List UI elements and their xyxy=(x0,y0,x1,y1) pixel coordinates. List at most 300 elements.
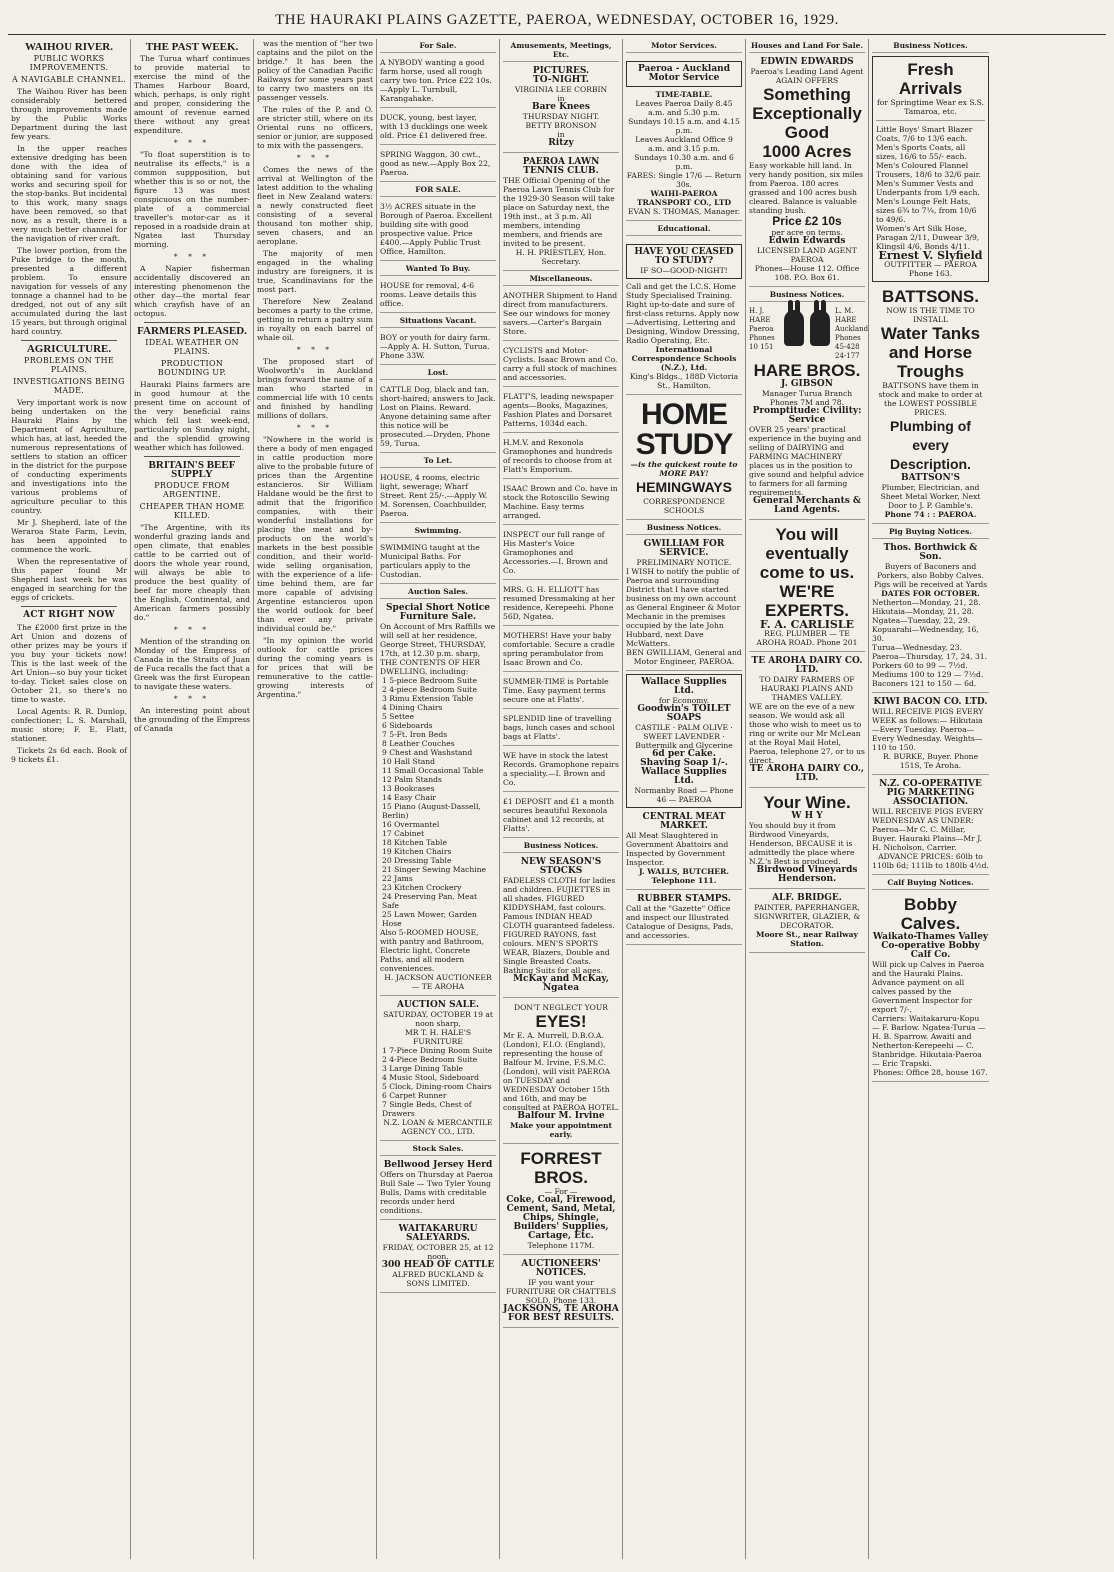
classified-ad: DUCK, young, best layer, with 13 ducklings one week old. Price £1 delivered free. xyxy=(380,111,496,145)
article-paragraph: Mention of the stranding on Monday of the Empress of Canada in the Straits of Juan de Fuca recalls the fact that a Greek was the first European to navigate these waters. xyxy=(134,637,250,691)
kiwi-title: KIWI BACON CO. LTD. xyxy=(873,697,988,707)
category-for-sale: For Sale. xyxy=(380,41,496,53)
bridge-address: Moore St., near Railway Station. xyxy=(756,930,858,948)
article-paragraph: The Turua wharf continues to provide material to exercise the mind of the Thames Harbour Board, which, perhaps, is only right and proper, considering the amount of revenue earned there without any great expenditure. xyxy=(134,54,250,135)
article-paragraph: "Nowhere in the world is there a body of men engaged in cattle production more alive to the probable future of prices than the Argentine estancieros. Sir William Haldane would be the first to admit that the frigorifico companies, with their wonderful installations for placing the meat and by-products on the world's markets in the best possible condition, and their world-wide selling organisation, with the experience of a life-time behind them, are far more capable of advising Argentine estancieros upon the world outlook for beef than ever any private individual could be." xyxy=(257,435,373,633)
fares: FARES: Single 17/6 — Return 30s. xyxy=(626,171,742,189)
category-business: Business Notices. xyxy=(503,841,619,853)
bridge-ad xyxy=(749,892,865,953)
classified-ad: CATTLE Dog, black and tan, short-haired; answers to Jack. Lost on Plains. Reward. Anyone detaining same after this notice will be prosecuted.—Dryden, Phone 59, Turua. xyxy=(380,383,496,453)
divider xyxy=(144,456,240,457)
home-study-title: HOME STUDY xyxy=(635,398,733,461)
article-paragraph: "To float superstition is to neutralise its effects," is a common suppposition, but whether this is so or not, the figure 13 was most conspicuous on the number-plate of a commercial traveller's motor-car as it reposed in a roadside drain at Ngatea last Thursday morning. xyxy=(134,150,250,249)
article-paragraph: The Waihou River has been considerably bettered through improvements made by the Public Works Department during the last few years. xyxy=(11,87,127,141)
hare-ad xyxy=(749,305,869,520)
auction-item: 10 Hall Stand xyxy=(382,757,436,766)
date-row: Netherton—Monday, 21, 28. xyxy=(872,598,981,607)
agent-sub-2: LICENSED LAND AGENT PAEROA xyxy=(757,246,857,264)
gwilliam-signature: BEN GWILLIAM, General and Motor Engineer, PAEROA. xyxy=(626,648,742,666)
date-row: Paeroa—Thursday, 17, 24, 31. xyxy=(872,652,988,661)
film-title: Bare Knees xyxy=(532,102,590,112)
auction-title: Special Short Notice Furniture Sale. xyxy=(386,603,490,622)
meat-body: All Meat Slaughtered in Government Abattoirs and Inspected by Government Inspector. xyxy=(626,831,729,867)
dairy-title: TE AROHA DAIRY CO. LTD. xyxy=(751,656,863,675)
subhead: PRODUCE FROM ARGENTINE. xyxy=(154,481,230,499)
auction-item: 1 5-piece Bedroom Suite xyxy=(382,676,477,685)
bridge-name: ALF. BRIDGE. xyxy=(772,893,842,903)
category-calf: Calf Buying Notices. xyxy=(872,878,989,890)
timetable-row: Sundays 10.15 a.m. and 4.15 p.m. xyxy=(628,117,740,135)
borthwick-ad xyxy=(872,542,989,693)
auction-item: 25 Lawn Mower, Garden Hose xyxy=(382,910,477,928)
soap-price: 6d per Cake. xyxy=(652,749,716,759)
wallace-title-2: Wallace Supplies Ltd. xyxy=(641,767,727,786)
meat-title: CENTRAL MEAT MARKET. xyxy=(642,812,726,831)
misc-ad: MRS. G. H. ELLIOTT has resumed Dressmaking at her residence, Kerepeehi. Phone 56D, Ngatea. xyxy=(503,583,619,626)
auction-item: 13 Bookcases xyxy=(382,784,435,793)
battsons-now: NOW IS THE TIME TO INSTALL xyxy=(886,306,975,324)
agent-sub: Paeroa's Leading Land Agent AGAIN OFFERS xyxy=(750,67,864,85)
misc-ad: H.M.V. and Rexonola Gramophones and hundreds of records to choose from at Flatt's Emporium. xyxy=(503,436,619,479)
forrest-title: FORREST BROS. xyxy=(520,1149,602,1187)
auction-item: 8 Leather Couches xyxy=(382,739,455,748)
shave-price: Shaving Soap 1/-. xyxy=(640,758,728,768)
misc-ad: WE have in stock the latest Records. Gramophone repairs a speciality.—I. Brown and Co. xyxy=(503,749,619,792)
auctioneers-ad xyxy=(503,1258,619,1328)
hare-motto: Promptitude: Civility: Service xyxy=(752,406,862,425)
stock-date: FRIDAY, OCTOBER 25, at 12 noon. xyxy=(382,1243,494,1261)
soap-title: Goodwin's TOILET SOAPS xyxy=(637,704,731,723)
classified-ad: HOUSE, 4 rooms, electric light, sewerage; Wharf Street. Rent 25/-.—Apply W. M. Sorensen, Coachbuilder, Paeroa. xyxy=(380,471,496,523)
article-paragraph: was the mention of "her two captains and the pilot on the bridge." It has been the policy of the Canadian Pacific Railways for some years past to carry two masters on its passenger vessels. xyxy=(257,39,373,102)
auction-item: 12 Palm Stands xyxy=(382,775,442,784)
pictures-title: PICTURES. xyxy=(532,66,590,76)
article-paragraph: Comes the news of the arrival at Wellington of the latest addition to the whaling fleet in New Zealand waters: a newly constructed fleet consisting of a several thousand ton mother ship, seven chasers, and an aeroplane. xyxy=(257,165,373,246)
headline-agriculture: AGRICULTURE. xyxy=(26,343,112,355)
eyes-body: Mr E. A. Murrell, D.B.O.A. (London), F.I.O. (England), representing the house of Balfour M. Irvine, F.S.M.C. (London), will visit PAEROA on TUESDAY and WEDNESDAY October 15th and 16th, and may be consulted at PAEROA HOTEL. xyxy=(503,1031,619,1112)
category-for-sale: FOR SALE. xyxy=(380,185,496,197)
separator-stars: * * * xyxy=(173,252,211,261)
fresh-item: Men's Lounge Felt Hats, sizes 6¾ to 7¼, from 10/6 to 49/6. xyxy=(876,197,977,224)
stocks-firm: McKay and McKay, Ngatea xyxy=(513,974,609,993)
classified-ad: BOY or youth for dairy farm.—Apply A. H. Sutton, Turua. Phone 33W. xyxy=(380,331,496,365)
thursday: THURSDAY NIGHT. xyxy=(522,112,600,121)
auction-item: 5 Clock, Dining-room Chairs xyxy=(382,1082,492,1091)
separator-stars: * * * xyxy=(173,138,211,147)
subhead: PROBLEMS ON THE PLAINS. xyxy=(24,356,114,374)
eyes-pre: DON'T NEGLECT YOUR xyxy=(513,1003,608,1012)
tennis-signature: H. H. PRIESTLEY, Hon. Secretary. xyxy=(515,248,607,266)
film-star: BETTY BRONSON xyxy=(525,121,597,130)
hare-body: OVER 25 years' practical experience in the buying and selling of DAIRYING and FARMING MACHINERY places us in the position to give sound and helpful advice to farmers for all farming requirements. xyxy=(749,425,864,497)
stock-title: Bellwood Jersey Herd xyxy=(383,1160,493,1170)
column-4 xyxy=(377,39,500,1559)
separator-stars: * * * xyxy=(173,625,211,634)
category-educational: Educational. xyxy=(626,224,742,236)
home-study-ad xyxy=(626,398,742,520)
article-paragraph: Mr J. Shepherd, late of the Weraroa State Farm, Levin, has been appointed to commence the work. xyxy=(11,518,127,554)
subhead: CHEAPER THAN HOME KILLED. xyxy=(139,502,245,520)
headline-beef-supply: BRITAIN'S BEEF SUPPLY xyxy=(148,459,236,480)
gibson-sub: Manager Turua Branch Phones 7M and 78. xyxy=(761,389,853,407)
timetable-row: Sundays 10.30 a.m. and 6 p.m. xyxy=(634,153,734,171)
transport-manager: EVAN S. THOMAS, Manager. xyxy=(627,207,741,216)
motor-service-title: Paeroa - Auckland Motor Service xyxy=(638,64,730,83)
battsons-phone: Phone 74 : : PAEROA. xyxy=(884,510,977,519)
auction-item: 7 5-Ft. Iron Beds xyxy=(382,730,448,739)
category-business: Business Notices. xyxy=(626,523,742,535)
column-6 xyxy=(623,39,746,1559)
dairy-to: TO DAIRY FARMERS OF HAURAKI PLAINS AND THAMES VALLEY. xyxy=(759,675,855,702)
fresh-item: Women's Art Silk Hose, Paragan 2/11, Duwear 3/9, Klingsil 4/6, Bonds 4/11. xyxy=(876,224,980,251)
battsons-ad xyxy=(872,285,989,524)
battsons-2-sub: Plumber, Electrician, and Sheet Metal Worker, Next Door to J. P. Gamble's. xyxy=(880,483,981,510)
plumbing-title: Plumbing of every Description. xyxy=(890,418,971,472)
columns xyxy=(8,39,1106,1559)
auction-ad-hale xyxy=(380,999,496,1141)
eventually-title: You will eventually come to us. xyxy=(759,525,855,582)
auction-body: On Account of Mrs Raffills we will sell at her residence, George Street, THURSDAY, 17th, at 12.30 p.m. sharp, THE CONTENTS OF HER DWELLING, including: xyxy=(380,622,496,676)
bobby-calves-ad xyxy=(872,893,989,1082)
wallace-ad xyxy=(626,674,742,808)
dairy-title-2: TE AROHA DAIRY CO., LTD. xyxy=(749,764,865,783)
classified-ad: SPRING Waggon, 30 cwt., good as new.—Apply Box 22, Paeroa. xyxy=(380,148,496,182)
film-in: in xyxy=(557,130,565,139)
article-paragraph: In the upper reaches extensive dredging has been done with the idea of obtaining sand for various works and securing spoil for the stop-banks. But incidental to this work, many snags have been removed, so that now, as a result, there is a very much better channel for the navigation of river craft. xyxy=(11,144,127,243)
forrest-items: Coke, Coal, Firewood, Cement, Sand, Metal, Chips, Shingle, Builders' Supplies, Cartage, Etc. xyxy=(506,1195,616,1241)
eyes-cta: Make your appointment early. xyxy=(509,1121,613,1139)
column-2 xyxy=(131,39,254,1559)
article-paragraph: The rules of the P. and O. are stricter still, where on its Oriental runs no officers, senior or junior, are supposed to mix with the passengers. xyxy=(257,105,373,150)
carriers: Carriers: Waitakaruru-Kopu — F. Barlow. Ngatea-Turua — H. B. Sparrow. Awaiti and Netherton-Kerepeehi — C. Stanbridge. Hikutaia-Paeroa — Eric Trapski. xyxy=(872,1014,986,1068)
category-swimming: Swimming. xyxy=(380,526,496,538)
subhead: PUBLIC WORKS IMPROVEMENTS. xyxy=(29,54,109,72)
article-paragraph: The lower portion, from the Puke bridge to the mouth, presented a different problem. To ensure navigation for vessels of any tonnage a channel had to be dredged, not out of any silt accumulated during the last 15 years, but through original hard country. xyxy=(11,246,127,336)
nzco-body: WILL RECEIVE PIGS EVERY WEDNESDAY AS UNDER: Paeroa—Mr C. C. Millar, Buyer. Hauraki Plains—Mr J. H. Nicholson, Carrier. xyxy=(872,807,984,852)
home-study-tagline: —is the quickest route to MORE PAY! xyxy=(630,460,738,478)
auction-item: 21 Singer Sewing Machine xyxy=(382,865,487,874)
soap-list: CASTILE · PALM OLIVE · SWEET LAVENDER · Buttermilk and Glycerine xyxy=(635,723,733,750)
misc-ad: ANOTHER Shipment to Hand direct from manufacturers. See our windows for money savers.—Carter's Bargain Store. xyxy=(503,289,619,341)
advance-prices: ADVANCE PRICES: 60lb to 110lb 6d; 111lb to 180lb 4½d. xyxy=(872,852,989,870)
headline-farmers-pleased: FARMERS PLEASED. xyxy=(137,325,247,337)
stocks-title: NEW SEASON'S STOCKS xyxy=(520,857,602,876)
gibson: J. GIBSON xyxy=(781,379,833,389)
eyes-ad xyxy=(503,1001,619,1144)
category-stock: Stock Sales. xyxy=(380,1144,496,1156)
auction-item: 19 Kitchen Chairs xyxy=(382,847,452,856)
auction-title: AUCTION SALE. xyxy=(397,1000,479,1010)
hemingways-logo: HEMINGWAYS xyxy=(636,479,732,495)
stock-body: Offers on Thursday at Paeroa Bull Sale — Two Tyler Young Bulls, Dams with creditable records under herd conditions. xyxy=(380,1170,493,1215)
fresh-item: Men's Coloured Flannel Trousers, 18/6 to 32/6 pair. xyxy=(876,161,981,179)
wtv-phones: Phones: Office 28, house 167. xyxy=(873,1068,988,1077)
auction-item-list xyxy=(380,676,496,928)
study-answer: IF SO—GOOD-NIGHT! xyxy=(640,266,728,275)
meat-ad xyxy=(626,811,742,890)
kiwi-bacon-ad xyxy=(872,696,989,775)
ics-name: International Correspondence Schools (N.Z.), Ltd. xyxy=(631,345,737,372)
price-terms: per acre on terms. xyxy=(771,228,843,237)
stocks-ad xyxy=(503,856,619,998)
subhead: IDEAL WEATHER ON PLAINS. xyxy=(145,338,239,356)
auction-item: 4 Dining Chairs xyxy=(382,703,443,712)
tonight: TO-NIGHT. xyxy=(533,75,589,85)
auction-item: 11 Small Occasional Table xyxy=(382,766,484,775)
agent-name: EDWIN EDWARDS xyxy=(760,57,854,67)
auction-item: 6 Sideboards xyxy=(382,721,433,730)
separator-stars: * * * xyxy=(296,345,334,354)
dates-title: DATES FOR OCTOBER. xyxy=(881,589,980,598)
date-row: Turua—Wednesday, 23. xyxy=(872,643,962,652)
offer-title: Something Exceptionally Good xyxy=(752,85,862,142)
auction-item: 15 Piano (August-Dassell, Berlin) xyxy=(382,802,481,820)
auction-item-list xyxy=(380,1046,496,1118)
auction-body: MR T. H. HALE'S FURNITURE xyxy=(404,1028,472,1046)
film-star: VIRGINIA LEE CORBIN xyxy=(514,85,608,94)
category-lost: Lost. xyxy=(380,368,496,380)
auction-date: SATURDAY, OCTOBER 19 at noon sharp, xyxy=(383,1010,493,1028)
column-1 xyxy=(8,39,131,1559)
hare-logo: HARE BROS. xyxy=(753,361,861,380)
article-paragraph: "In my opinion the world outlook for cattle prices during the coming years is for prices that will be remunerative to the cattle-growing interests of Argentina." xyxy=(257,636,373,699)
auction-item: 3 Rimu Extension Table xyxy=(382,694,474,703)
forrest-tel: Telephone 117M. xyxy=(527,1241,595,1250)
misc-ad: SPLENDID line of travelling bags, lunch cases and school bags at Flatts'. xyxy=(503,712,619,746)
wallace-title: Wallace Supplies Ltd. xyxy=(641,677,727,696)
category-auction: Auction Sales. xyxy=(380,587,496,599)
gwilliam-pre: PRELIMINARY NOTICE. xyxy=(636,558,732,567)
hare-right: L. M. HARE Auckland Phones 45-428 24-177 xyxy=(835,307,869,360)
fresh-item: Little Boys' Smart Blazer Coats, 7/6 to 13/6 each. xyxy=(876,125,973,143)
stamps-ad xyxy=(626,893,742,945)
auction-item: 9 Chest and Washstand xyxy=(382,748,473,757)
divider xyxy=(21,340,117,341)
misc-ad: CYCLISTS and Motor-Cyclists. Isaac Brown and Co. carry a full stock of machines and accessories. xyxy=(503,344,619,387)
category-misc: Miscellaneous. xyxy=(503,274,619,286)
misc-ad: £1 DEPOSIT and £1 a month secures beautiful Rexonola cabinet and 12 records, at Flatts'. xyxy=(503,795,619,838)
tennis-body: THE Official Opening of the Paeroa Lawn Tennis Club for the 1929-30 Season will take place on Saturday next, the 19th inst., at 3 p.m. All members, intending members, and friends are invited to be present. xyxy=(503,176,615,248)
divider xyxy=(144,322,240,323)
date-row: Kopuarahi—Wednesday, 16, 30. xyxy=(872,625,979,643)
wallace-sub: for Economy. xyxy=(658,696,710,705)
gwilliam-title: GWILLIAM FOR SERVICE. xyxy=(643,539,725,558)
article-paragraph: Very important work is now being undertaken on the Hauraki Plains by the Department of Agriculture, which has, at last, heeded the numerous representations of settlers to station an officer in the district for the purpose of conducting experiments and investigations into the various problems of agriculture peculiar to this country. xyxy=(11,398,127,515)
category-amusements: Amusements, Meetings, Etc. xyxy=(503,41,619,62)
forrest-for: — For — xyxy=(544,1187,578,1196)
wine-why: W H Y xyxy=(791,811,823,821)
subhead: A NAVIGABLE CHANNEL. xyxy=(12,75,126,84)
stock-ad-bellwood xyxy=(380,1159,496,1220)
classified-ad: SWIMMING taught at the Municipal Baths. For particulars apply to the Custodian. xyxy=(380,541,496,584)
subhead: INVESTIGATIONS BEING MADE. xyxy=(13,377,125,395)
category-to-let: To Let. xyxy=(380,456,496,468)
category-pig: Pig Buying Notices. xyxy=(872,527,989,539)
subhead: PRODUCTION BOUNDING UP. xyxy=(157,359,227,377)
misc-ad: ISAAC Brown and Co. have in stock the Rotoscillo Sewing Machine. Easy terms arranged. xyxy=(503,482,619,525)
wallace-address: Normanby Road — Phone 46 — PAEROA xyxy=(634,786,734,804)
headline-waihou: WAIHOU RIVER. xyxy=(24,41,113,53)
misc-ad: FLATT'S, leading newspaper agents—Books, Magazines, Fashion Plates and Dorsaret Patterns, 1034d each. xyxy=(503,390,619,433)
timetable-row: Leaves Paeroa Daily 8.45 a.m. and 5.30 p.m. xyxy=(635,99,733,117)
auction-item: 6 Carpet Runner xyxy=(382,1091,447,1100)
masthead: THE HAURAKI PLAINS GAZETTE, PAEROA, WEDNESDAY, OCTOBER 16, 1929. xyxy=(8,6,1106,35)
auction-ad-raffills xyxy=(380,602,496,996)
auction-item: 18 Kitchen Table xyxy=(382,838,447,847)
auction-item: 24 Preserving Pan, Meat Safe xyxy=(382,892,478,910)
bridge-sub: PAINTER, PAPERHANGER, SIGNWRITER, GLAZIER, & DECORATOR. xyxy=(753,903,861,930)
auction-item: 23 Kitchen Crockery xyxy=(382,883,462,892)
tanks-title: Water Tanks and Horse Troughs xyxy=(880,324,981,381)
separator-stars: * * * xyxy=(173,694,211,703)
pictures-ad xyxy=(503,65,619,153)
divider xyxy=(21,606,117,607)
auction-item: 4 Music Stool, Sideboard xyxy=(382,1073,479,1082)
stock-agent: ALFRED BUCKLAND & SONS LIMITED. xyxy=(392,1270,484,1288)
hare-header xyxy=(749,307,869,361)
article-paragraph: The proposed start of Woolworth's in Auckland brings forward the name of a man who started in commercial life with 10 cents and finished by handling millions of dollars. xyxy=(257,357,373,420)
headline-act-right-now: ACT RIGHT NOW xyxy=(23,610,115,620)
fresh-sub: for Springtime Wear ex S.S. Tamaroa, etc. xyxy=(876,98,985,116)
category-wanted: Wanted To Buy. xyxy=(380,264,496,276)
article-paragraph: Local Agents: R. R. Dunlop, confectioner; L. S. Marshall, music store; F. E. Flatt, stationer. xyxy=(11,707,127,743)
classified-ad: A NYBODY wanting a good farm horse, used all rough carry two ton. Price £22 10s.—Apply L. Turnbull, Karangahake. xyxy=(380,56,496,108)
fresh-item: Men's Sports Coats, all sizes, 16/6 to 55/- each. xyxy=(876,143,967,161)
carlisle-sub: REG. PLUMBER — TE AROHA ROAD. Phone 201 xyxy=(756,629,858,647)
auct-body: IF you want your FURNITURE OR CHATTELS SOLD, Phone 133. xyxy=(505,1278,617,1305)
tanks-body: BATTSONS have them in stock and make to order at the LOWEST POSSIBLE PRICES. xyxy=(878,381,983,417)
fresh-arrivals-ad xyxy=(872,56,989,282)
stock-title: WAITAKARURU SALEYARDS. xyxy=(398,1224,478,1243)
auct-firm: JACKSONS, TE AROHA FOR BEST RESULTS. xyxy=(503,1304,619,1323)
kiwi-signature: R. BURKE, Buyer. Phone 151S, Te Aroha. xyxy=(882,752,979,770)
auction-agent: H. JACKSON AUCTIONEER — TE AROHA xyxy=(384,973,492,991)
auction-also: Also 5-ROOMED HOUSE, with pantry and Bathroom, Electric light, Concrete Paths, and all modern conveniences. xyxy=(380,928,485,973)
eyes-firm: Balfour M. Irvine xyxy=(517,1111,605,1121)
article-paragraph: An interesting point about the grounding of the Empress of Canada xyxy=(134,706,250,733)
auction-item: 22 Jams xyxy=(382,874,413,883)
film-in: in xyxy=(557,94,565,103)
agent-name-2: Edwin Edwards xyxy=(768,236,846,246)
wine-body: You should buy it from Birdwood Vineyards, Henderson, BECAUSE it is admittedly the place where N.Z.'s Best is produced. xyxy=(749,821,855,866)
carlisle-name: F. A. CARLISLE xyxy=(760,618,854,631)
stocks-body: FADELESS CLOTH for ladies and children. FUJIETTES in all shades. FIGURED KIDDYSHAM, fast colours. Famous INDIAN HEAD CLOTH guaranteed fadeless. FIGURED RAYONS, fast colours. MEN'S SPORTS WEAR, Blazers, Double and Single Breasted Coats. Bathing Suits for all ages. xyxy=(503,876,616,975)
hare-left: H. J. HARE Paeroa Phones 10 151 xyxy=(749,307,775,351)
butcher: J. WALLS, BUTCHER. Telephone 111. xyxy=(638,867,730,885)
tennis-ad xyxy=(503,156,619,271)
article-paragraph: The majority of men engaged in the whaling industry are foreigners, it is true, Scandinavians for the most part. xyxy=(257,249,373,294)
column-5 xyxy=(500,39,623,1559)
film-title: Ritzy xyxy=(548,138,574,148)
study-question: HAVE YOU CEASED TO STUDY? xyxy=(634,247,734,266)
rabbit-icon xyxy=(784,310,830,358)
edwards-ad xyxy=(749,56,865,287)
article-paragraph: Tickets 2s 6d each. Book of 9 tickets £1. xyxy=(11,746,127,764)
kiwi-body: WILL RECEIVE PIGS EVERY WEEK as follows:— Hikutaia—Every Tuesday. Paeroa—Every Wednesday. Weights—110 to 150. xyxy=(872,707,984,752)
article-paragraph: A Napier fisherman accidentally discovered an interesting phenomenon the other day—the mortal fear which crayfish have of an octopus. xyxy=(134,264,250,318)
auction-item: 20 Dressing Table xyxy=(382,856,452,865)
transport-firm: WAIHI-PAEROA TRANSPORT CO., LTD xyxy=(636,189,732,207)
date-row: Ngatea—Tuesday, 22, 29. xyxy=(872,616,971,625)
classified-ad: 3½ ACRES situate in the Borough of Paeroa. Excellent building site with good prospective value. Price £400.—Apply Public Trust Office, Hamilton. xyxy=(380,200,496,261)
classified-ad: HOUSE for removal, 4-6 rooms. Leave details this office. xyxy=(380,279,496,313)
ics-ad xyxy=(626,239,742,395)
wine-ad xyxy=(749,791,865,889)
auction-item: 3 Large Dining Table xyxy=(382,1064,464,1073)
misc-ad: INSPECT our full range of His Master's Voice Gramophones and Accessories.—I. Brown and Co. xyxy=(503,528,619,580)
auction-item: 17 Cabinet xyxy=(382,829,425,838)
battsons-2: BATTSON'S xyxy=(901,473,960,483)
hare-general: General Merchants & Land Agents. xyxy=(752,496,862,515)
pig-prices: Porkers 60 to 99 — 7½d. Mediums 100 to 129 — 7½d. Baconers 121 to 150 — 6d. xyxy=(872,661,984,688)
gwilliam-body: I WISH to notify the public of Paeroa and surrounding District that I have started business on my own account as General Engineer & Motor Mechanic in the premises occupied by the late John Hubbard, next Dave McWatters. xyxy=(626,567,741,648)
auction-item: 2 4-Piece Bedroom Suite xyxy=(382,1055,478,1064)
battsons-title: BATTSONS. xyxy=(882,287,979,306)
motor-service-ad xyxy=(626,56,742,221)
date-row: Hikutaia—Monday, 21, 28. xyxy=(872,607,974,616)
timetable-title: TIME-TABLE. xyxy=(655,90,713,99)
category-houses-land: Houses and Land For Sale. xyxy=(749,41,865,53)
column-7 xyxy=(746,39,869,1559)
fresh-item: Men's Summer Vests and Underpants from 1/9 each. xyxy=(876,179,980,197)
auction-item: 2 4-piece Bedroom Suite xyxy=(382,685,477,694)
eyes-title: EYES! xyxy=(535,1012,587,1031)
article-paragraph: Hauraki Plains farmers are in good humour at the present time on account of the very beneficial rains which fell last week-end, particularly on Sunday night, and the splendid growing weather which has followed. xyxy=(134,380,250,452)
separator-stars: * * * xyxy=(296,423,334,432)
ics-address: King's Bldgs., 188D Victoria St., Hamilton. xyxy=(629,372,739,390)
motor-service-box xyxy=(626,61,742,87)
category-situations: Situations Vacant. xyxy=(380,316,496,328)
stamps-body: Call at the "Gazette" Office and inspect our Illustrated Catalogue of Designs, Pads, and accessories. xyxy=(626,904,734,940)
auction-item: 16 Overmantel xyxy=(382,820,440,829)
borthwick-sub: Buyers of Baconers and Porkers, also Bobby Calves. Pigs will be received at Yards xyxy=(873,562,988,589)
forrest-ad xyxy=(503,1147,619,1255)
misc-ad: MOTHERS! Have your baby comfortable. Secure a cradle spring perambulator from Isaac Brown and Co. xyxy=(503,629,619,672)
acres-body: Easy workable hill land. In very handy position, six miles from Paeroa. 180 acres grassed and 100 acres bush cleared. Balance is valuable standing bush. xyxy=(749,161,863,215)
auction-item: 14 Easy Chair xyxy=(382,793,437,802)
auction-item: 7 Single Beds, Chest of Drawers xyxy=(382,1100,472,1118)
category-business: Business Notices. xyxy=(749,290,865,302)
auction-item: 1 7-Piece Dining Room Suite xyxy=(382,1046,493,1055)
wine-firm: Birdwood Vineyards Henderson. xyxy=(756,865,858,884)
auction-agent: N.Z. LOAN & MERCANTILE AGENCY CO., LTD. xyxy=(383,1118,493,1136)
auct-title: AUCTIONEERS' NOTICES. xyxy=(521,1259,601,1278)
category-business: Business Notices. xyxy=(872,41,989,53)
stock-ad-waitakaruru xyxy=(380,1223,496,1293)
article-paragraph: "The Argentine, with its wonderful grazing lands and open climate, that enables cattle to be carried out of doors the whole year round, will always be able to produce the best quality of beef far more cheaply than the English, Continental, and American farmers possibly do." xyxy=(134,523,250,622)
stamps-title: RUBBER STAMPS. xyxy=(637,894,731,904)
category-motor: Motor Services. xyxy=(626,41,742,53)
study-body: Call and get the I.C.S. Home Study Specialised Training. Right up-to-date and sure of first-class returns. Apply now—Advertising, Lettering and Designing, Window Dressing, Radio Operating, Etc. xyxy=(626,282,740,345)
column-8 xyxy=(869,39,992,1559)
wtv-name: Waikato-Thames Valley Co-operative Bobby Calf Co. xyxy=(872,932,989,960)
price: Price £2 10s xyxy=(772,214,842,228)
te-aroha-dairy-ad xyxy=(749,655,865,788)
borthwick-name: Thos. Borthwick & Son. xyxy=(883,543,978,562)
article-paragraph: Therefore New Zealand becomes a party to the crime, getting in return a paltry sum in royalty on each barrel of whale oil. xyxy=(257,297,373,342)
headline-past-week: THE PAST WEEK. xyxy=(145,41,239,53)
article-paragraph: When the representative of this paper found Mr Shepherd last week he was engaged in searching for the eggs of crickets. xyxy=(11,557,127,602)
nzco-title: N.Z. CO-OPERATIVE PIG MARKETING ASSOCIATION. xyxy=(879,779,982,807)
misc-ad: SUMMER-TIME is Portable Time. Easy payment terms secure one at Flatts'. xyxy=(503,675,619,709)
experts-title: WE'RE EXPERTS. xyxy=(764,582,850,620)
nz-coop-ad xyxy=(872,778,989,875)
fresh-title: Fresh Arrivals xyxy=(898,60,963,98)
carlisle-ad xyxy=(749,523,865,652)
slyfield-name: Ernest V. Slyfield xyxy=(878,249,983,262)
wine-title: Your Wine. xyxy=(763,793,851,812)
ics-box xyxy=(626,244,742,279)
